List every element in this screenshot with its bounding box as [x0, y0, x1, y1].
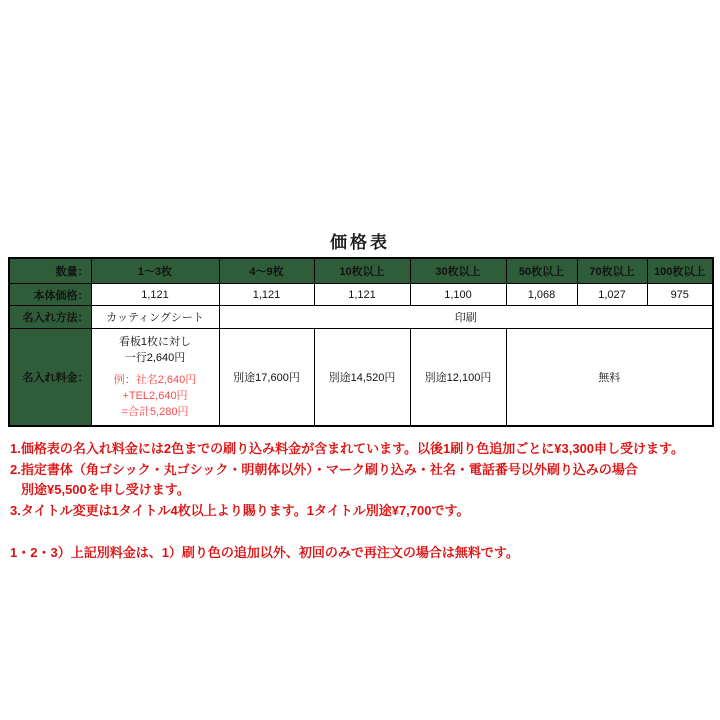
fee-example-line-2: +TEL2,640円	[122, 390, 188, 402]
fee-line-2: 一行2,640円	[124, 352, 186, 364]
naming-fee-10plus: 別途14,520円	[314, 329, 410, 427]
note-summary: 1・2・3）上記別料金は、1）刷り色の追加以外、初回のみで再注文の場合は無料です。	[10, 545, 519, 560]
naming-fee-30plus: 別途12,100円	[410, 329, 506, 427]
note-2: 2.指定書体（角ゴシック・丸ゴシック・明朝体以外）・マーク刷り込み・社名・電話番号以外刷り込みの場合	[10, 461, 638, 477]
page-title: 価格表	[330, 233, 390, 252]
fee-example-line-1: 例：社名2,640円	[113, 374, 197, 386]
col-header-1-3: 1～3枚	[91, 258, 219, 284]
base-price-30plus: 1,100	[410, 284, 506, 306]
fee-example	[94, 372, 217, 420]
base-price-label: 本体価格：	[9, 284, 91, 306]
price-table	[8, 257, 714, 427]
naming-method-row	[9, 306, 713, 329]
naming-method-printing: 印刷	[219, 306, 713, 329]
naming-method-label: 名入れ方法：	[9, 306, 91, 329]
note-1: 1.価格表の名入れ料金には2色までの刷り込み料金が含まれています。以後1刷り色追加ごとに¥3,300申し受けます。	[10, 441, 684, 456]
fee-example-line-3: =合計5,280円	[121, 406, 189, 418]
notes-section	[10, 439, 712, 564]
quantity-label: 数量：	[9, 258, 91, 284]
fee-line-1: 看板1枚に対し	[118, 336, 192, 348]
col-header-30plus: 30枚以上	[410, 258, 506, 284]
col-header-100plus: 100枚以上	[647, 258, 713, 284]
naming-method-cutting-sheet: カッティングシート	[91, 306, 219, 329]
base-price-50plus: 1,068	[506, 284, 577, 306]
base-price-70plus: 1,027	[577, 284, 647, 306]
naming-fee-label: 名入れ料金：	[9, 329, 91, 427]
base-price-10plus: 1,121	[314, 284, 410, 306]
col-header-4-9: 4～9枚	[219, 258, 314, 284]
base-price-100plus: 975	[647, 284, 713, 306]
note-2-continued: 別途¥5,500を申し受けます。	[21, 482, 190, 497]
note-3: 3.タイトル変更は1タイトル4枚以上より賜ります。1タイトル別途¥7,700です。	[10, 502, 470, 518]
table-header-row	[9, 258, 713, 284]
col-header-50plus: 50枚以上	[506, 258, 577, 284]
base-price-row	[9, 284, 713, 306]
naming-fee-4-9: 別途17,600円	[219, 329, 314, 427]
naming-fee-free: 無料	[506, 329, 713, 427]
naming-fee-1-3	[91, 329, 219, 427]
base-price-4-9: 1,121	[219, 284, 314, 306]
col-header-70plus: 70枚以上	[577, 258, 647, 284]
naming-fee-row	[9, 329, 713, 427]
col-header-10plus: 10枚以上	[314, 258, 410, 284]
base-price-1-3: 1,121	[91, 284, 219, 306]
